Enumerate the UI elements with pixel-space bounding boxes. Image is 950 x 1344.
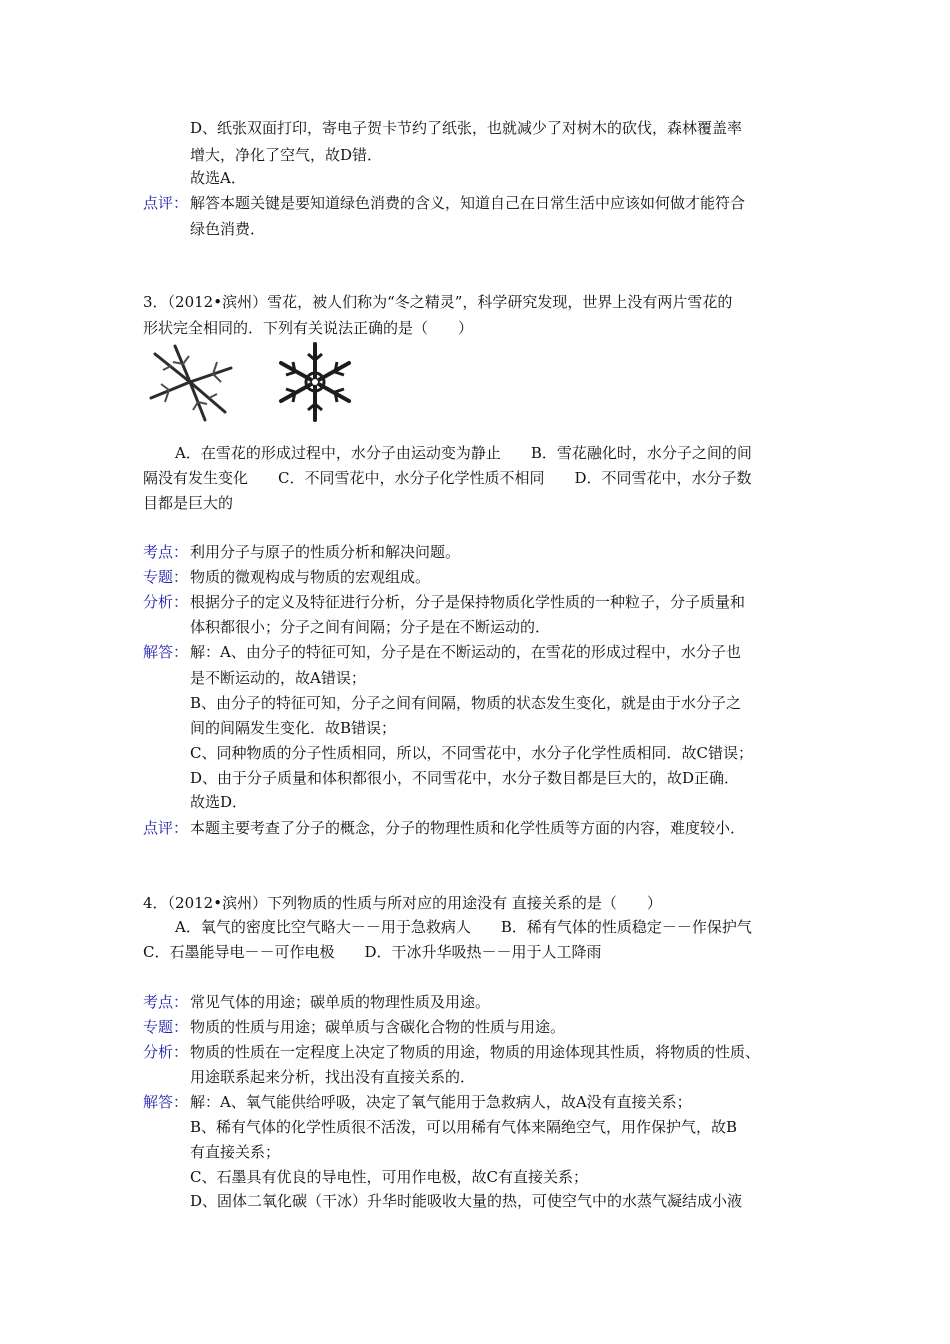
jieda-text: 故选D．: [190, 793, 248, 811]
review-label: 点评：: [143, 194, 189, 212]
question-4-stem: 4．（2012•滨州）下列物质的性质与所对应的用途没有 直接关系的是（ ）: [143, 894, 662, 912]
snowflake-image-2: [265, 340, 365, 425]
kaodian-label: 考点：: [143, 993, 189, 1011]
jieda-text: 解：A、由分子的特征可知，分子是在不断运动的，在雪花的形成过程中，水分子也: [190, 643, 741, 661]
jieda-text: 有直接关系；: [190, 1143, 281, 1161]
jieda-label: 解答：: [143, 643, 189, 661]
question-3-stem: 3．（2012•滨州）雪花，被人们称为“冬之精灵”，科学研究发现，世界上没有两片雪花的: [143, 293, 733, 311]
prev-answer-line: D、纸张双面打印，寄电子贺卡节约了纸张，也就减少了对树木的砍伐，森林覆盖率: [190, 119, 743, 137]
jieda-text: D、由于分子质量和体积都很小，不同雪花中，水分子数目都是巨大的，故D正确．: [190, 769, 740, 787]
question-3-options: 目都是巨大的: [143, 494, 234, 512]
jieda-text: 是不断运动的，故A错误；: [190, 669, 366, 687]
jieda-text: 解：A、氧气能供给呼吸，决定了氧气能用于急救病人，故A没有直接关系；: [190, 1093, 692, 1111]
jieda-text: C、石墨具有优良的导电性，可用作电极，故C有直接关系；: [190, 1168, 588, 1186]
question-4-options: A．氧气的密度比空气略大－－用于急救病人 B．稀有气体的性质稳定－－作保护气: [175, 918, 752, 936]
zhuanti-label: 专题：: [143, 1018, 189, 1036]
question-3-stem: 形状完全相同的．下列有关说法正确的是（ ）: [143, 319, 474, 337]
snowflake-image-1: [143, 340, 238, 425]
kaodian-text: 利用分子与原子的性质分析和解决问题。: [190, 543, 461, 561]
fenxi-label: 分析：: [143, 1043, 189, 1061]
fenxi-label: 分析：: [143, 593, 189, 611]
zhuanti-label: 专题：: [143, 568, 189, 586]
zhuanti-text: 物质的微观构成与物质的宏观组成。: [190, 568, 431, 586]
fenxi-text: 体积都很小；分子之间有间隔；分子是在不断运动的．: [190, 618, 551, 636]
jieda-text: C、同种物质的分子性质相同，所以，不同雪花中，水分子化学性质相同．故C错误；: [190, 744, 753, 762]
jieda-text: B、稀有气体的化学性质很不活泼，可以用稀有气体来隔绝空气，用作保护气，故B: [190, 1118, 738, 1136]
fenxi-text: 物质的性质在一定程度上决定了物质的用途，物质的用途体现其性质，将物质的性质、: [190, 1043, 761, 1061]
question-4-options: C．石墨能导电－－可作电极 D．干冰升华吸热－－用于人工降雨: [143, 943, 602, 961]
dianping-label: 点评：: [143, 819, 189, 837]
fenxi-text: 根据分子的定义及特征进行分析，分子是保持物质化学性质的一种粒子，分子质量和: [190, 593, 746, 611]
prev-choice: 故选A．: [190, 169, 246, 187]
fenxi-text: 用途联系起来分析，找出没有直接关系的．: [190, 1068, 476, 1086]
jieda-label: 解答：: [143, 1093, 189, 1111]
dianping-text: 本题主要考查了分子的概念，分子的物理性质和化学性质等方面的内容，难度较小．: [190, 819, 746, 837]
jieda-text: D、固体二氧化碳（干冰）升华时能吸收大量的热，可使空气中的水蒸气凝结成小液: [190, 1192, 743, 1210]
kaodian-label: 考点：: [143, 543, 189, 561]
prev-answer-line: 增大，净化了空气，故D错．: [190, 146, 383, 164]
jieda-text: B、由分子的特征可知，分子之间有间隔，物质的状态发生变化，就是由于水分子之: [190, 694, 742, 712]
zhuanti-text: 物质的性质与用途；碳单质与含碳化合物的性质与用途。: [190, 1018, 566, 1036]
question-3-options: 隔没有发生变化 C．不同雪花中，水分子化学性质不相同 D．不同雪花中，水分子数: [143, 469, 752, 487]
review-text: 绿色消费．: [190, 220, 266, 238]
question-3-options: A．在雪花的形成过程中，水分子由运动变为静止 B．雪花融化时，水分子之间的间: [175, 444, 752, 462]
kaodian-text: 常见气体的用途；碳单质的物理性质及用途。: [190, 993, 491, 1011]
review-text: 解答本题关键是要知道绿色消费的含义，知道自己在日常生活中应该如何做才能符合: [190, 194, 746, 212]
jieda-text: 间的间隔发生变化．故B错误；: [190, 719, 397, 737]
